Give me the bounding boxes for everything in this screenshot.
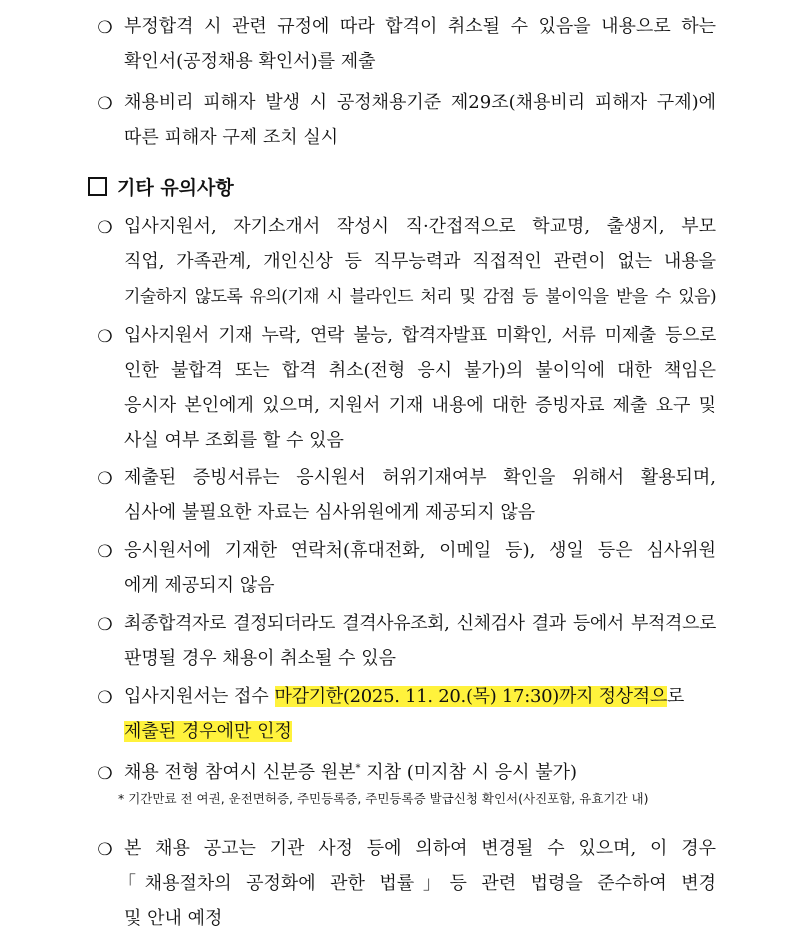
item-line: 기술하지 않도록 유의(기재 시 블라인드 처리 및 감점 등 불이익을 받을 수 있음) — [124, 287, 716, 307]
item-line: 입사지원서 기재 누락, 연락 불능, 합격자발표 미확인, 서류 미제출 등으로 — [124, 325, 716, 346]
item-line: 심사에 불필요한 자료는 심사위원에게 제공되지 않음 — [124, 502, 536, 523]
deadline-highlight-2: 제출된 경우에만 인정 — [124, 721, 292, 742]
item-line — [124, 686, 684, 708]
item-line: 확인서(공정채용 확인서)를 제출 — [124, 51, 376, 72]
deadline-prefix: 입사지원서는 접수 — [124, 686, 275, 707]
circle-bullet-icon: ❍ — [97, 688, 113, 708]
circle-bullet-icon: ❍ — [97, 218, 113, 238]
item-line: 사실 여부 조회를 할 수 있음 — [124, 430, 344, 451]
item-line: 부정합격 시 관련 규정에 따라 합격이 취소될 수 있음을 내용으로 하는 — [124, 16, 716, 37]
circle-bullet-icon: ❍ — [97, 18, 113, 38]
item-line: 판명될 경우 채용이 취소될 수 있음 — [124, 648, 397, 669]
item-line: 본 채용 공고는 기관 사정 등에 의하여 변경될 수 있으며, 이 경우 — [124, 838, 716, 859]
circle-bullet-icon: ❍ — [97, 615, 113, 635]
deadline-highlight: 마감기한(2025. 11. 20.(목) 17:30)까지 정상적으 — [274, 686, 667, 707]
footnote-mark: * — [355, 763, 361, 774]
item-line: 따른 피해자 구제 조치 실시 — [124, 127, 339, 148]
id-text-before: 채용 전형 참여시 신분증 원본 — [124, 762, 356, 783]
item-line: 입사지원서, 자기소개서 작성시 직·간접적으로 학교명, 출생지, 부모 — [124, 216, 716, 237]
item-line: 최종합격자로 결정되더라도 결격사유조회, 신체검사 결과 등에서 부적격으로 — [124, 613, 716, 634]
circle-bullet-icon: ❍ — [97, 840, 113, 860]
circle-bullet-icon: ❍ — [97, 542, 113, 562]
item-line: 채용비리 피해자 발생 시 공정채용기준 제29조(채용비리 피해자 구제)에 — [124, 92, 716, 113]
item-line — [124, 762, 577, 784]
item-line: 에게 제공되지 않음 — [124, 575, 275, 596]
item-line: 및 안내 예정 — [124, 908, 223, 929]
item-line — [124, 721, 292, 743]
item-line: 인한 불합격 또는 합격 취소(전형 응시 불가)의 불이익에 대한 책임은 — [124, 360, 716, 381]
section-title-text: 기타 유의사항 — [117, 177, 234, 199]
circle-bullet-icon: ❍ — [97, 469, 113, 489]
item-line: 직업, 가족관계, 개인신상 등 직무능력과 직접적인 관련이 없는 내용을 — [124, 251, 716, 272]
id-text-after: 지참 (미지참 시 응시 불가) — [360, 762, 578, 783]
section-title — [88, 176, 234, 200]
item-line: 응시원서에 기재한 연락처(휴대전화, 이메일 등), 생일 등은 심사위원 — [124, 540, 716, 561]
circle-bullet-icon: ❍ — [97, 94, 113, 114]
circle-bullet-icon: ❍ — [97, 764, 113, 784]
item-line: 응시자 본인에게 있으며, 지원서 기재 내용에 대한 증빙자료 제출 요구 및 — [124, 395, 716, 416]
footnote: * 기간만료 전 여권, 운전면허증, 주민등록증, 주민등록증 발급신청 확인서(사진포함, 유효기간 내) — [118, 791, 649, 806]
item-line: 「채용절차의 공정화에 관한 법률」등 관련 법령을 준수하여 변경 — [118, 873, 716, 894]
checkbox-square-icon — [88, 177, 107, 196]
item-line: 제출된 증빙서류는 응시원서 허위기재여부 확인을 위해서 활용되며, — [124, 467, 716, 488]
circle-bullet-icon: ❍ — [97, 327, 113, 347]
deadline-suffix: 로 — [666, 686, 685, 707]
